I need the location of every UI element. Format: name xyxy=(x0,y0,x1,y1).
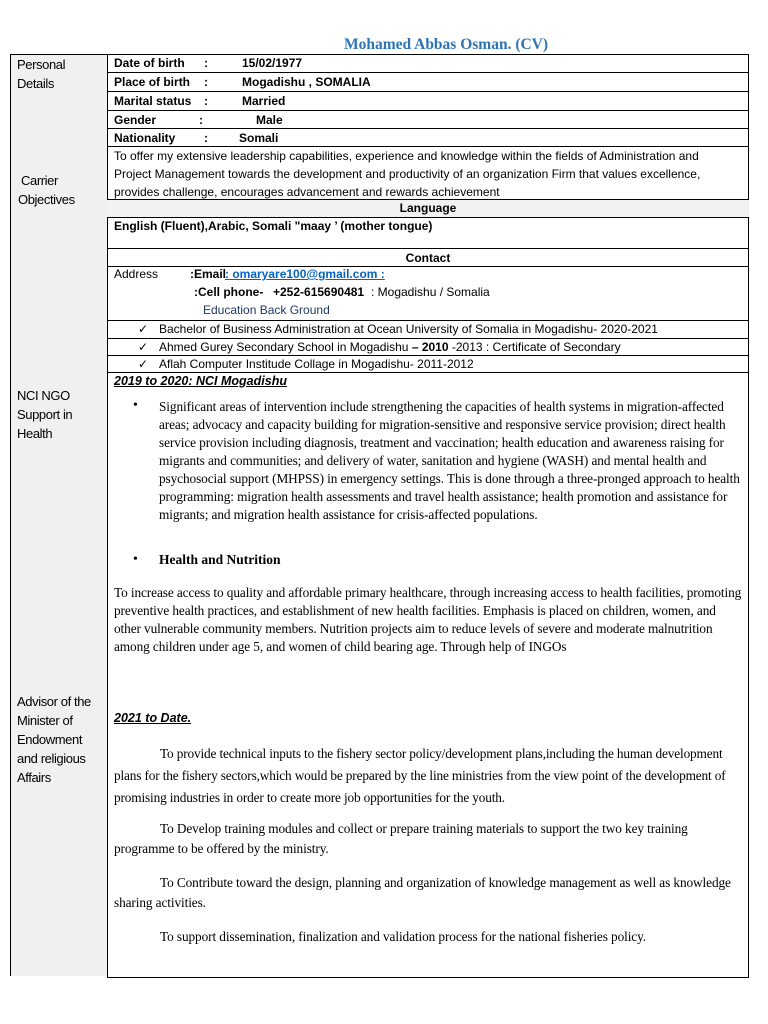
education-text: Aflah Computer Institude Collage in Mogadishu- 2011-2012 xyxy=(159,357,474,371)
detail-row-nationality xyxy=(107,128,749,146)
label-line: NCI NGO xyxy=(17,388,70,403)
health-nutrition-heading: Health and Nutrition xyxy=(159,552,281,567)
cell-number: +252-615690481 xyxy=(273,285,365,299)
nci-paragraph: Significant areas of intervention include strengthening the capacities of health systems in migration-affected areas; advocacy and capacity building for migration-sensitive and responsive service provision; direct health service provision including diagnosis, treatment and vaccination; health education and awareness raising for migrants and communities; and delivery of water, sanitation and hygiene (WASH) and mental health and psychosocial support (MHPSS) in emergency settings. This is done through a three-pronged approach to health programming: migration health assessments and travel health assistance; health promotion and assistance for migrants; and migration health assistance for crisis-affected populations. xyxy=(159,399,740,522)
contact-heading: Contact xyxy=(107,248,749,266)
label-line: Affairs xyxy=(17,770,51,785)
detail-value: 15/02/1977 xyxy=(242,56,303,70)
advisor-text: To support dissemination, finalization and validation process for the national fisheries policy. xyxy=(160,929,647,944)
education-text: -2013 : Certificate of Secondary xyxy=(448,340,621,354)
email-label: :Email xyxy=(190,267,227,281)
language-value: English (Fluent),Arabic, Somali "maay ’ (mother tongue) xyxy=(107,217,749,248)
nci-heading: 2019 to 2020: NCI Mogadishu xyxy=(114,374,287,388)
detail-label: Date of birth xyxy=(114,56,185,70)
education-heading: Education Back Ground xyxy=(203,303,330,317)
education-text: Bachelor of Business Administration at Ocean University of Somalia in Mogadishu- 2020-2021 xyxy=(159,322,658,336)
nci-ngo-label xyxy=(17,386,72,443)
education-text: Ahmed Gurey Secondary School in Mogadishu xyxy=(159,340,412,354)
objective-text: To offer my extensive leadership capabilities, experience and knowledge within the fields of Administration and Project Management towards the development and productivity of an organization Firm that values excellence, provides challenge, encourages advancement and rewards achievement xyxy=(107,146,749,199)
education-item xyxy=(107,320,749,338)
checkmark-icon: ✓ xyxy=(138,357,149,371)
experience-section xyxy=(107,372,749,978)
label-line: Advisor of the xyxy=(17,694,91,709)
checkmark-icon: ✓ xyxy=(138,340,149,354)
advisor-text: To Contribute toward the design, planning and organization of knowledge management as well as knowledge sharing activities. xyxy=(114,875,731,910)
education-item xyxy=(107,338,749,355)
label-line: Details xyxy=(17,76,54,91)
education-item xyxy=(107,355,749,372)
contact-location: : Mogadishu / Somalia xyxy=(371,285,490,299)
advisor-item xyxy=(114,819,744,859)
detail-row-dob xyxy=(107,54,749,72)
personal-details-label xyxy=(17,55,65,93)
detail-label: Marital status xyxy=(114,94,192,108)
detail-value: Male xyxy=(256,113,283,127)
label-line: Minister of xyxy=(17,713,73,728)
cv-title: Mohamed Abbas Osman. (CV) xyxy=(343,36,549,53)
label-line: Health xyxy=(17,426,53,441)
bullet-icon: • xyxy=(133,552,138,567)
detail-sep: : xyxy=(204,131,208,145)
detail-label: Gender xyxy=(114,113,157,127)
detail-row-pob xyxy=(107,72,749,91)
advisor-heading: 2021 to Date. xyxy=(114,711,192,725)
label-line: Objectives xyxy=(18,192,75,207)
cell-label: :Cell phone- xyxy=(194,285,264,299)
advisor-text: To provide technical inputs to the fishery sector policy/development plans,including the human development plans for the fishery sectors,which would be prepared by the line ministries from the view point of the development of promising industries in order to create more job opportunities for the youth. xyxy=(114,746,726,805)
advisor-text: To Develop training modules and collect or prepare training materials to support the two key training programme to be offered by the ministry. xyxy=(114,821,708,856)
label-line: and religious xyxy=(17,751,86,766)
label-line: Endowment xyxy=(17,732,83,747)
detail-sep: : xyxy=(204,94,208,108)
email-link[interactable]: : omaryare100@gmail.com : xyxy=(225,267,385,281)
advisor-item xyxy=(114,873,744,913)
detail-row-gender xyxy=(107,110,749,128)
checkmark-icon: ✓ xyxy=(138,322,149,336)
label-line: Personal xyxy=(17,57,66,72)
detail-sep: : xyxy=(204,56,208,70)
address-label: Address xyxy=(114,267,159,281)
language-heading: Language xyxy=(107,199,749,217)
detail-label: Place of birth xyxy=(114,75,191,89)
advisor-item xyxy=(114,743,744,809)
education-year: – 2010 xyxy=(411,340,449,354)
bullet-icon: • xyxy=(133,398,138,413)
detail-value: Mogadishu , SOMALIA xyxy=(242,75,371,89)
detail-row-marital xyxy=(107,91,749,110)
carrier-objectives-label xyxy=(18,171,75,209)
health-nutrition-paragraph: To increase access to quality and affordable primary healthcare, through increasing access to health facilities, promoting preventive health practices, and establishment of new health facilities. Emphasis is placed on children, women, and other vulnerable community members. Nutrition projects aim to reduce levels of severe and moderate malnutrition among children under age 5, and women of child bearing age. Through help of INGOs xyxy=(114,585,742,654)
advisor-item xyxy=(114,927,744,947)
detail-label: Nationality xyxy=(114,131,176,145)
label-line: Carrier xyxy=(21,173,58,188)
detail-value: Somali xyxy=(239,131,279,145)
detail-sep: : xyxy=(199,113,203,127)
label-line: Support in xyxy=(17,407,73,422)
advisor-label xyxy=(17,692,91,787)
contact-block xyxy=(107,266,749,302)
detail-value: Married xyxy=(242,94,286,108)
detail-sep: : xyxy=(204,75,208,89)
